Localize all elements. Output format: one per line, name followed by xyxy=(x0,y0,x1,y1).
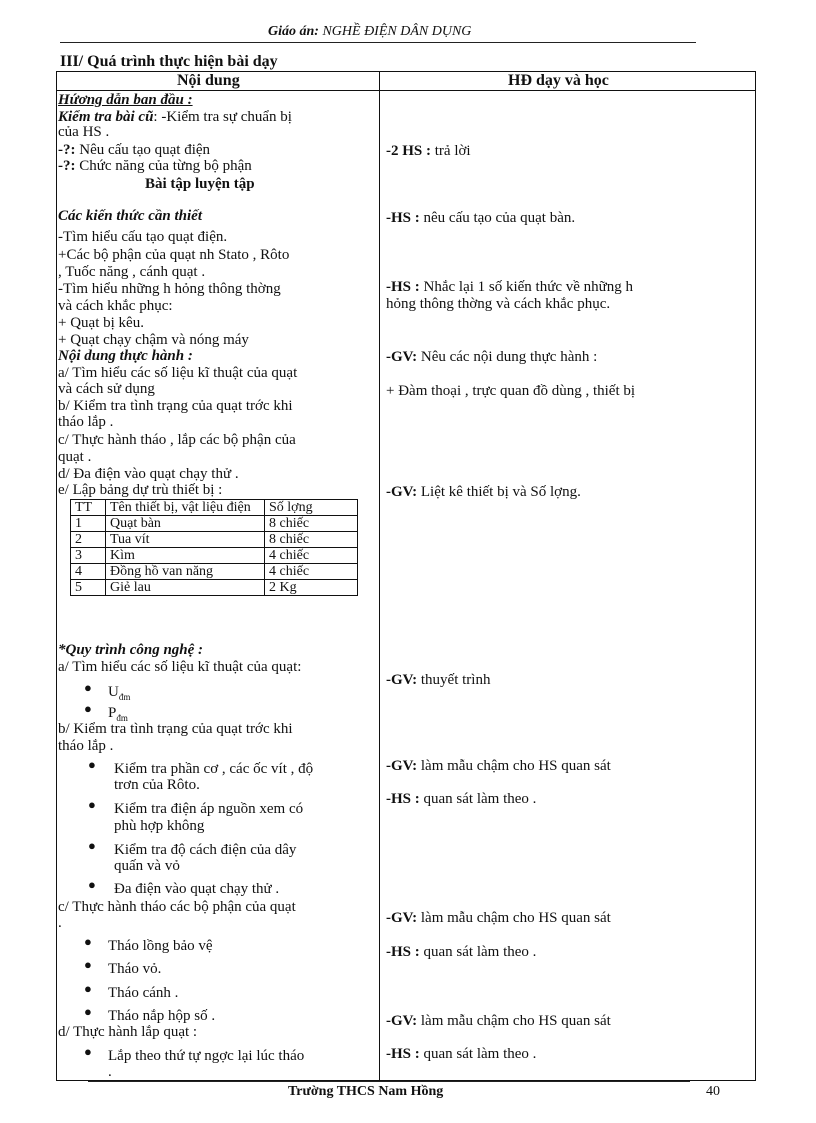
text-line: b/ Kiểm tra tình trạng của quạt trớc khi xyxy=(58,398,293,414)
text-line: , Tuốc năng , cánh quạt . xyxy=(58,264,206,280)
text-line: c/ Thực hành tháo các bộ phận của quạt xyxy=(58,899,296,915)
text-line: e/ Lập bảng dự trù thiết bị : xyxy=(58,482,223,498)
equipment-qty: 4 chiếc xyxy=(265,564,358,580)
equipment-tt: 1 xyxy=(71,516,106,532)
text-line: -Tìm hiểu những h hỏng thông thờng xyxy=(58,281,281,297)
text-line: trơn của Rôto. xyxy=(114,777,200,793)
text-line: Kiểm tra điện áp nguồn xem có xyxy=(114,801,304,817)
text-line: tháo lắp . xyxy=(58,414,114,430)
equipment-header-row xyxy=(71,500,358,516)
text-line: tháo lắp . xyxy=(58,738,114,754)
equipment-table xyxy=(70,499,358,596)
footer-rule xyxy=(88,1081,690,1082)
footer-school: Trường THCS Nam Hồng xyxy=(288,1084,444,1099)
text-line: . xyxy=(58,915,62,931)
equipment-qty: 4 chiếc xyxy=(265,548,358,564)
text-line: -Tìm hiểu cấu tạo quạt điện. xyxy=(58,229,228,245)
page-header xyxy=(268,24,471,40)
text-line: -?: Chức năng của từng bộ phận xyxy=(58,158,252,174)
equipment-header-name: Tên thiết bị, vật liệu điện xyxy=(106,500,265,516)
text-line: + Quạt chạy chậm và nóng máy xyxy=(58,332,249,348)
equipment-name: Giẻ lau xyxy=(106,580,265,596)
text-line: Tháo lồng bảo vệ xyxy=(108,938,213,954)
equipment-tt: 3 xyxy=(71,548,106,564)
text-line: Tháo nắp hộp số . xyxy=(108,1008,216,1024)
header-prefix: Giáo án: xyxy=(268,24,319,39)
header-title: NGHỀ ĐIỆN DÂN DỤNG xyxy=(322,24,472,39)
activity-line: -HS : Nhắc lại 1 số kiến thức về những h xyxy=(386,279,634,295)
bullet-icon: ● xyxy=(88,757,96,772)
equipment-row xyxy=(71,564,358,580)
equipment-header-tt: TT xyxy=(71,500,106,516)
bullet-icon: ● xyxy=(84,1044,92,1059)
equipment-tt: 5 xyxy=(71,580,106,596)
text-line: b/ Kiểm tra tình trạng của quạt trớc khi xyxy=(58,721,293,737)
equipment-qty: 8 chiếc xyxy=(265,516,358,532)
text-line: Tháo cánh . xyxy=(108,985,179,1001)
activity-line: -GV: Nêu các nội dung thực hành : xyxy=(386,349,598,365)
equipment-row xyxy=(71,548,358,564)
bullet-icon: ● xyxy=(84,701,92,716)
activity-line: -HS : quan sát làm theo . xyxy=(386,1046,537,1062)
column-divider xyxy=(379,71,380,1081)
text-line: + Quạt bị kêu. xyxy=(58,315,144,331)
equipment-name: Đồng hồ van năng xyxy=(106,564,265,580)
activity-line: -2 HS : trả lời xyxy=(386,143,471,159)
text-line: và cách sử dụng xyxy=(58,381,155,397)
bullet-icon: ● xyxy=(84,1004,92,1019)
text-line: +Các bộ phận của quạt nh Stato , Rôto xyxy=(58,247,290,263)
text-line: c/ Thực hành tháo , lắp các bộ phận của xyxy=(58,432,296,448)
text-line: d/ Đa điện vào quạt chạy thử . xyxy=(58,466,239,482)
equipment-tt: 4 xyxy=(71,564,106,580)
equipment-header-qty: Số lợng xyxy=(265,500,358,516)
section-title: III/ Quá trình thực hiện bài dạy xyxy=(60,53,278,70)
process-heading: *Quy trình công nghệ : xyxy=(58,642,204,658)
exercise-heading: Bài tập luyện tập xyxy=(145,176,255,192)
text-line: quấn và vỏ xyxy=(114,858,180,874)
rated-power: $P_{đm}$ xyxy=(108,705,128,723)
equipment-row xyxy=(71,516,358,532)
equipment-qty: 2 Kg xyxy=(265,580,358,596)
bullet-icon: ● xyxy=(84,934,92,949)
text-line: . xyxy=(108,1064,112,1080)
text-line: a/ Tìm hiểu các số liệu kĩ thuật của quạt xyxy=(58,365,298,381)
equipment-name: Tua vít xyxy=(106,532,265,548)
text-line: Tháo vỏ. xyxy=(108,961,162,977)
text-line: của HS . xyxy=(58,124,110,140)
activity-line: -HS : nêu cấu tạo của quạt bàn. xyxy=(386,210,576,226)
equipment-tt: 2 xyxy=(71,532,106,548)
equipment-name: Quạt bàn xyxy=(106,516,265,532)
text-line: Kiểm tra phần cơ , các ốc vít , độ xyxy=(114,761,314,777)
rated-voltage: $U_{đm}$ xyxy=(108,684,131,702)
practice-heading: Nội dung thực hành : xyxy=(58,348,193,364)
text-line: Kiểm tra độ cách điện của dây xyxy=(114,842,297,858)
header-rule xyxy=(60,42,696,43)
equipment-name: Kìm xyxy=(106,548,265,564)
text-line: và cách khắc phục: xyxy=(58,298,173,314)
column-header-activity: HĐ dạy và học xyxy=(508,72,609,89)
activity-line: -HS : quan sát làm theo . xyxy=(386,944,537,960)
activity-line: -HS : quan sát làm theo . xyxy=(386,791,537,807)
intro-heading: Hứơng dẫn ban đầu : xyxy=(58,92,193,108)
text-line: d/ Thực hành lắp quạt : xyxy=(58,1024,198,1040)
page-number: 40 xyxy=(706,1084,720,1099)
activity-line: -GV: làm mẫu chậm cho HS quan sát xyxy=(386,1013,611,1029)
equipment-qty: 8 chiếc xyxy=(265,532,358,548)
bullet-icon: ● xyxy=(88,797,96,812)
activity-line: -GV: Liệt kê thiết bị và Số lợng. xyxy=(386,484,581,500)
column-header-content: Nội dung xyxy=(177,72,240,89)
bullet-icon: ● xyxy=(84,680,92,695)
text-line: a/ Tìm hiểu các số liệu kĩ thuật của quạt: xyxy=(58,659,302,675)
equipment-row xyxy=(71,580,358,596)
activity-line: hỏng thông thờng và cách khắc phục. xyxy=(386,296,611,312)
bullet-icon: ● xyxy=(84,981,92,996)
text-line: Đa điện vào quạt chạy thử . xyxy=(114,881,280,897)
bullet-icon: ● xyxy=(88,838,96,853)
text-line: quạt . xyxy=(58,449,92,465)
text-line: Lắp theo thứ tự ngợc lại lúc tháo xyxy=(108,1048,305,1064)
equipment-row xyxy=(71,532,358,548)
text-line: -?: Nêu cấu tạo quạt điện xyxy=(58,142,211,158)
header-row-divider xyxy=(56,90,756,91)
activity-line: -GV: làm mẫu chậm cho HS quan sát xyxy=(386,758,611,774)
bullet-icon: ● xyxy=(88,877,96,892)
knowledge-heading: Các kiến thức cần thiết xyxy=(58,208,202,224)
text-line: phù hợp không xyxy=(114,818,205,834)
activity-line: -GV: làm mẫu chậm cho HS quan sát xyxy=(386,910,611,926)
text-line: Kiểm tra bài cũ: -Kiểm tra sự chuẩn bị xyxy=(58,109,292,125)
activity-line: -GV: thuyết trình xyxy=(386,672,491,688)
bullet-icon: ● xyxy=(84,957,92,972)
activity-line: + Đàm thoại , trực quan đồ dùng , thiết bị xyxy=(386,383,636,399)
